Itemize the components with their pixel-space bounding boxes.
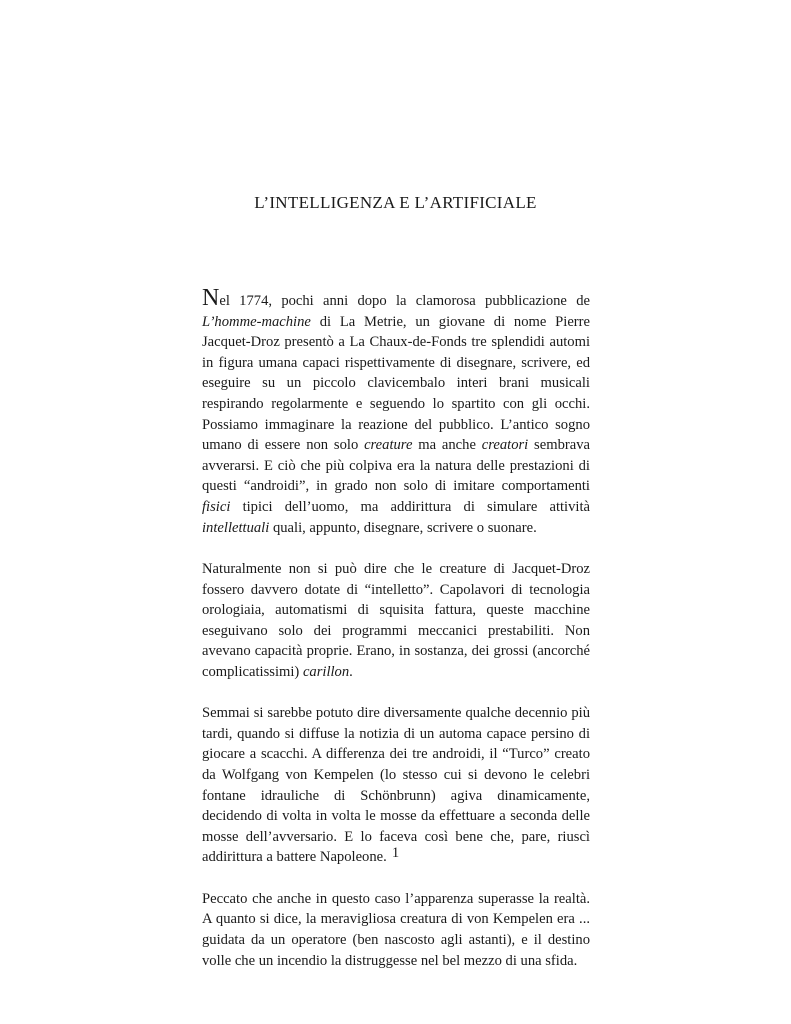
italic-run: L’homme-machine (202, 313, 311, 330)
paragraph-1 (202, 285, 590, 538)
text-run: Naturalmente non si può dire che le creature di Jacquet-Droz fossero davvero dotate di “intelletto”. Capolavori di tecnologia orologiaia, automatismi di squisita fattura, queste macchine eseguivano solo dei programmi meccanici prestabiliti. Non avevano capacità proprie. Erano, in sostanza, dei grossi (ancorché complicatissimi) (202, 560, 590, 680)
italic-run: intellettuali (202, 519, 270, 536)
text-run: sembrava avverarsi. E ciò che più colpiva era la natura delle prestazioni di questi “androidi”, in grado non solo di imitare comportamenti (202, 437, 590, 495)
page-number: 1 (391, 845, 400, 861)
chapter-title: L’INTELLIGENZA E L’ARTIFICIALE (254, 193, 537, 212)
paragraph-2 (202, 559, 590, 683)
italic-run: fisici (202, 498, 231, 515)
drop-cap: N (202, 285, 220, 311)
text-run: di La Metrie, un giovane di nome Pierre Jacquet-Droz presentò a La Chaux-de-Fonds tre splendidi automi in figura umana capaci rispettivamente di disegnare, scrivere, ed eseguire su un piccolo clavicembalo interi brani musicali respirando regolarmente e seguendo lo spartito con gli occhi. Possiamo immaginare la reazione del pubblico. L’antico sogno umano di essere non solo (202, 313, 590, 454)
italic-run: creatori (481, 437, 529, 454)
paragraph-3: Semmai si sarebbe potuto dire diversamente qualche decennio più tardi, quando si diffuse la notizia di un automa capace persino di giocare a scacchi. A differenza dei tre androidi, il “Turco” creato da Wolfgang von Kempelen (lo stesso cui si devono le celebri fontane idrauliche di Schönbrunn) agiva dinamicamente, decidendo di volta in volta le mosse da effettuare a seconda delle mosse dell’avversario. E lo faceva così bene che, pare, riuscì addirittura a battere Napoleone. (202, 705, 590, 866)
paragraph-4: Peccato che anche in questo caso l’apparenza superasse la realtà. A quanto si dice, la meravigliosa creatura di von Kempelen era ... guidata da un operatore (ben nascosto agli astanti), e il destino volle che un incendio la distruggesse nel bel mezzo di una sfida. (202, 890, 590, 969)
text-run: ma anche (412, 437, 482, 454)
text-run: . (349, 663, 353, 680)
text-run: quali, appunto, disegnare, scrivere o suonare. (269, 519, 537, 536)
text-run: tipici dell’uomo, ma addirittura di simulare attività (230, 498, 590, 515)
body-text (202, 285, 590, 992)
italic-run: carillon (302, 663, 350, 680)
text-run: el 1774, pochi anni dopo la clamorosa pubblicazione de (219, 293, 590, 309)
italic-run: creature (364, 437, 413, 454)
